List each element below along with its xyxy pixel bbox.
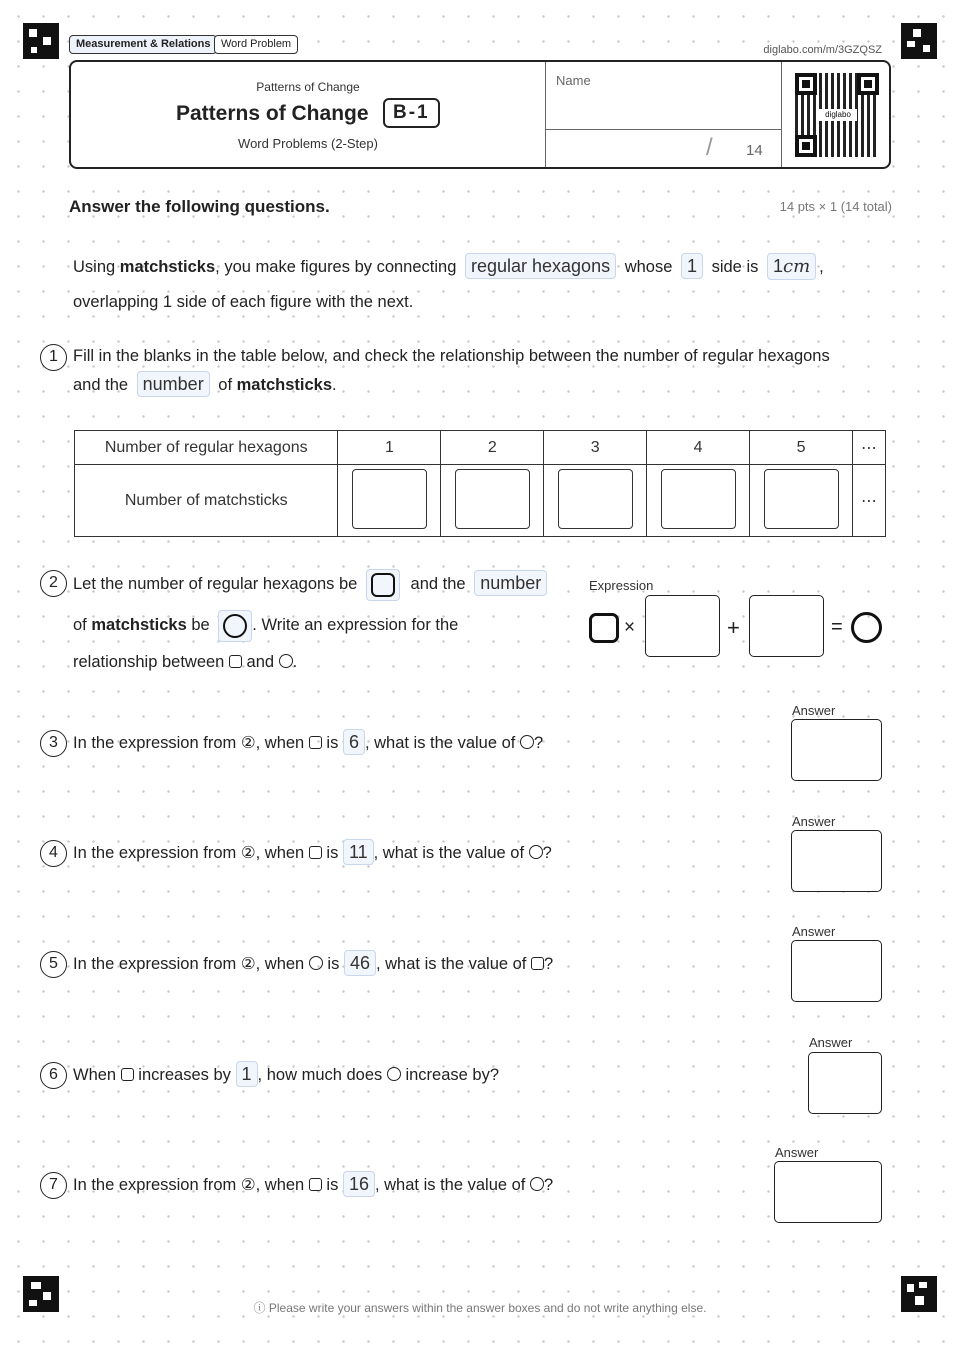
square-icon [229,655,242,668]
matchsticks-answer-1[interactable] [352,469,427,529]
square-icon [309,1178,322,1191]
answer-label-5: Answer [792,924,836,939]
matchsticks-answer-3[interactable] [558,469,633,529]
highlight-side-length [767,253,816,280]
q3-text-part: , what is the value of [364,734,516,752]
q2-text: . Write an expression for the [252,616,459,634]
page-title: Patterns of Change [176,102,369,125]
intro-text: side is [711,258,759,276]
registration-marker-top-right [901,23,937,59]
q1-bold-matchsticks: matchsticks [236,376,333,394]
square-icon [309,736,322,749]
q6-text-part: increases by [138,1066,231,1084]
q4-text [73,839,552,866]
name-score-area [545,62,781,167]
highlight-value: 46 [344,950,376,976]
name-divider [546,129,781,130]
highlight-value: 11 [343,839,374,865]
circle-icon [387,1067,401,1081]
q3-text [73,729,543,756]
highlight-value: 6 [343,729,365,755]
table-row-matchsticks [75,465,886,537]
expression-box-addend[interactable] [749,595,824,657]
q7-text-part: ? [543,1176,554,1194]
question-number-7: 7 [40,1172,67,1199]
side-length-unit: cm [782,256,811,277]
q2-line-1 [73,567,547,601]
side-length-value: 1 [772,256,783,276]
q2-text: be [191,616,210,634]
answer-label-6: Answer [809,1035,853,1050]
registration-marker-top-left [23,23,59,59]
q1-line-1: Fill in the blanks in the table below, and check the relationship between the number of regular hexagons [73,347,830,365]
intro-text: , [819,258,824,276]
q6-text-part: increase by? [405,1066,500,1084]
q4-text-part: In the expression from ②, when [73,844,305,862]
q2-bold-matchsticks: matchsticks [91,616,187,634]
instruction-heading: Answer the following questions. [69,197,330,216]
matchsticks-answer-5[interactable] [764,469,839,529]
equals-sign: = [831,616,843,638]
q5-text-part: ? [543,955,554,973]
q4-text-part: , what is the value of [373,844,525,862]
qr-code-icon [795,73,879,157]
q1-text: . [332,376,337,394]
q4-text-part: is [326,844,339,862]
intro-text: , you make figures by connecting [215,258,457,276]
square-icon [309,846,322,859]
q1-text: of [218,376,233,394]
column-header-1: 1 [338,431,441,465]
circle-icon [529,845,543,859]
intro-line-2: overlapping 1 side of each figure with the next. [73,293,414,311]
q7-text-part: is [326,1176,339,1194]
q6-text-part: , how much does [257,1066,383,1084]
q2-line-2 [73,608,458,642]
matchsticks-answer-4[interactable] [661,469,736,529]
type-tag: Word Problem [214,35,298,54]
q7-text-part: , what is the value of [374,1176,526,1194]
table-cell [750,465,853,537]
circle-symbol-highlight [218,610,252,642]
q3-text-part: is [326,734,339,752]
q6-text-part: When [73,1066,117,1084]
q6-text [73,1061,499,1088]
q5-text [73,950,553,977]
q2-text: Let the number of regular hexagons be [73,575,358,593]
table-cell [338,465,441,537]
question-number-4: 4 [40,840,67,867]
plus-sign: + [727,615,740,640]
square-icon [371,573,395,597]
question-number-5: 5 [40,951,67,978]
square-symbol-highlight [366,569,400,601]
worksheet-code-badge: B-1 [383,98,440,128]
highlight-value: 1 [236,1061,258,1087]
q5-text-part: In the expression from ②, when [73,955,305,973]
qr-area [781,62,891,167]
score-total: 14 [746,142,763,159]
highlight-value: 16 [343,1171,375,1197]
square-icon [531,957,544,970]
table-cell [441,465,544,537]
q2-text: of [73,616,87,634]
q7-text [73,1171,553,1198]
q5-text-part: , what is the value of [375,955,527,973]
q1-line-2 [73,371,337,398]
answer-box-6[interactable] [808,1052,882,1114]
name-label: Name [556,73,591,88]
square-icon [121,1068,134,1081]
highlight-side-count: 1 [681,253,703,279]
score-slash: / [706,134,713,161]
table-row-hexagons [75,431,886,465]
column-header-2: 2 [441,431,544,465]
worksheet-header [69,60,891,169]
answer-box-5[interactable] [791,940,882,1002]
question-number-3: 3 [40,730,67,757]
answer-box-4[interactable] [791,830,882,892]
q3-text-part: ? [533,734,544,752]
q1-text: and the [73,376,129,394]
q2-text: and the [410,575,466,593]
answer-label-7: Answer [775,1145,819,1160]
expression-square-icon [589,613,619,643]
q7-text-part: In the expression from ②, when [73,1176,305,1194]
expression-circle-icon [851,612,882,643]
circle-icon [223,614,247,638]
footer-notice: ⓘ Please write your answers within the answer boxes and do not write anything else. [253,1301,707,1315]
header-subtitle: Patterns of Change [256,80,360,94]
answer-box-3[interactable] [791,719,882,781]
worksheet-kind: Word Problems (2-Step) [238,136,378,151]
row-ellipsis: ⋯ [852,465,885,537]
worksheet-url: diglabo.com/m/3GZQSZ [763,44,882,56]
matchsticks-answer-2[interactable] [455,469,530,529]
answer-label-3: Answer [792,703,836,718]
column-header-3: 3 [544,431,647,465]
intro-text: whose [624,258,673,276]
q3-text-part: In the expression from ②, when [73,734,305,752]
q2-text: and [246,653,275,671]
column-header-5: 5 [750,431,853,465]
intro-line-1 [73,253,824,281]
column-ellipsis: ⋯ [852,431,885,465]
row-header-hexagons: Number of regular hexagons [75,431,338,465]
circle-icon [309,956,323,970]
qr-logo: diglabo [819,109,857,121]
question-number-6: 6 [40,1062,67,1089]
highlight-number: number [474,570,547,596]
highlight-regular-hexagons: regular hexagons [465,253,616,279]
q2-line-3 [73,653,297,672]
row-header-matchsticks: Number of matchsticks [75,465,338,537]
answer-box-7[interactable] [774,1161,882,1223]
highlight-number: number [137,371,210,397]
header-title-area [71,62,545,167]
category-tag: Measurement & Relations [69,35,217,54]
circle-icon [530,1177,544,1191]
circle-icon [279,654,293,668]
answer-label-4: Answer [792,814,836,829]
column-header-4: 4 [647,431,750,465]
question-number-1: 1 [40,344,67,371]
question-number-2: 2 [40,570,67,597]
intro-text: Using [73,258,120,276]
expression-label: Expression [589,578,654,593]
points-info: 14 pts × 1 (14 total) [779,199,892,214]
intro-bold-matchsticks: matchsticks [119,258,216,276]
pattern-table [74,430,886,537]
q2-text: . [292,653,298,671]
table-cell [544,465,647,537]
table-cell [647,465,750,537]
circle-icon [520,735,534,749]
expression-box-multiplier[interactable] [645,595,720,657]
q4-text-part: ? [542,844,552,862]
q2-text: relationship between [73,653,225,671]
times-sign: × [624,617,636,638]
q5-text-part: is [327,955,340,973]
